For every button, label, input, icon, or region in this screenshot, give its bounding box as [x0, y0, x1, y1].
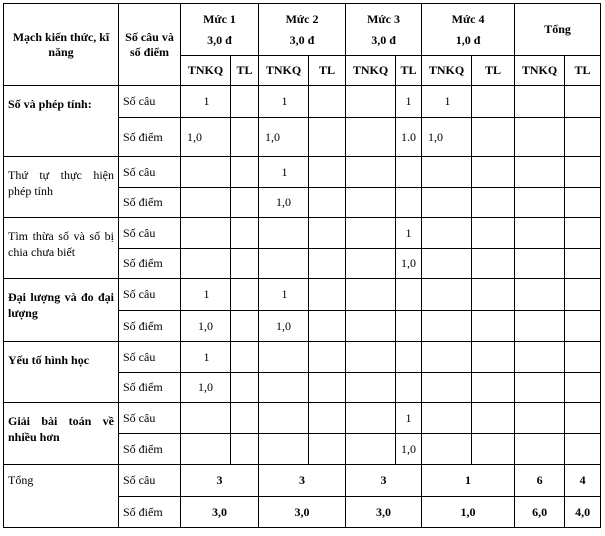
cell-so-diem-level-2-tnkq: [259, 434, 309, 465]
cell-so-cau-level-2-tl: [309, 403, 346, 434]
cell-so-diem-total-tnkq: [515, 118, 565, 157]
cell-so-cau-level-3-tnkq: [346, 279, 396, 311]
cell-so-cau-level-1-tnkq: 1: [181, 86, 231, 118]
header-level-1: Mức 1 3,0 đ: [181, 4, 259, 56]
topic-row-so-cau: [4, 218, 601, 249]
cell-so-cau-level-3-tnkq: [346, 218, 396, 249]
cell-so-cau-level-4-tl: [472, 403, 515, 434]
total-so-diem-level-4: 1,0: [422, 497, 515, 528]
total-so-cau-level-2: 3: [259, 465, 346, 497]
row-label-so-diem: Số điểm: [119, 249, 181, 279]
row-label-so-diem: Số điểm: [119, 188, 181, 218]
cell-so-cau-level-2-tnkq: 1: [259, 86, 309, 118]
cell-so-diem-level-4-tl: [472, 434, 515, 465]
cell-so-diem-level-3-tl: [396, 373, 422, 403]
cell-so-cau-level-1-tl: [231, 86, 259, 118]
cell-so-diem-total-tl: [565, 434, 601, 465]
cell-so-diem-level-4-tnkq: [422, 249, 472, 279]
cell-so-diem-level-2-tl: [309, 373, 346, 403]
topic-row-so-cau: [4, 86, 601, 118]
total-so-cau-tl: 4: [565, 465, 601, 497]
cell-so-diem-level-3-tl: 1,0: [396, 249, 422, 279]
cell-so-cau-total-tl: [565, 157, 601, 188]
topic-row-so-cau: [4, 279, 601, 311]
cell-so-cau-level-3-tl: 1: [396, 218, 422, 249]
cell-so-diem-level-1-tnkq: 1,0: [181, 373, 231, 403]
topic-row-so-cau: [4, 403, 601, 434]
cell-so-diem-level-1-tnkq: [181, 188, 231, 218]
cell-so-cau-level-4-tl: [472, 279, 515, 311]
cell-so-cau-level-1-tnkq: [181, 157, 231, 188]
sub-tl: TL: [396, 56, 422, 86]
cell-so-diem-level-1-tl: [231, 373, 259, 403]
cell-so-cau-total-tnkq: [515, 86, 565, 118]
total-so-diem-level-2: 3,0: [259, 497, 346, 528]
total-so-cau-level-1: 3: [181, 465, 259, 497]
cell-so-diem-total-tnkq: [515, 373, 565, 403]
topic-name: Thứ tự thực hiện phép tính: [4, 157, 119, 218]
total-so-cau-level-3: 3: [346, 465, 422, 497]
cell-so-cau-level-4-tnkq: 1: [422, 86, 472, 118]
row-label-so-cau: Số câu: [119, 86, 181, 118]
cell-so-cau-level-3-tnkq: [346, 157, 396, 188]
cell-so-diem-level-3-tnkq: [346, 373, 396, 403]
cell-so-diem-level-1-tnkq: [181, 434, 231, 465]
cell-so-cau-level-2-tl: [309, 342, 346, 373]
cell-so-cau-total-tl: [565, 86, 601, 118]
cell-so-diem-level-1-tl: [231, 249, 259, 279]
header-level-3: Mức 3 3,0 đ: [346, 4, 422, 56]
cell-so-cau-level-2-tl: [309, 279, 346, 311]
sub-tl: TL: [309, 56, 346, 86]
cell-so-cau-level-3-tl: [396, 279, 422, 311]
header-count-score: Số câu và số điểm: [119, 4, 181, 86]
cell-so-cau-level-1-tl: [231, 279, 259, 311]
sub-tl: TL: [472, 56, 515, 86]
cell-so-cau-total-tl: [565, 403, 601, 434]
cell-so-diem-level-1-tnkq: [181, 249, 231, 279]
cell-so-diem-level-2-tnkq: [259, 249, 309, 279]
cell-so-diem-total-tl: [565, 188, 601, 218]
cell-so-cau-level-1-tl: [231, 218, 259, 249]
sub-tnkq: TNKQ: [181, 56, 231, 86]
cell-so-diem-level-1-tnkq: 1,0: [181, 311, 231, 342]
cell-so-cau-level-4-tnkq: [422, 157, 472, 188]
cell-so-cau-level-1-tnkq: 1: [181, 342, 231, 373]
header-level-4: Mức 4 1,0 đ: [422, 4, 515, 56]
cell-so-diem-level-3-tnkq: [346, 311, 396, 342]
total-so-cau-level-4: 1: [422, 465, 515, 497]
cell-so-diem-total-tl: [565, 373, 601, 403]
cell-so-diem-level-4-tnkq: [422, 311, 472, 342]
row-label-so-diem: Số điểm: [119, 497, 181, 528]
topic-name: Yếu tố hình học: [4, 342, 119, 403]
total-label: Tổng: [4, 465, 119, 528]
cell-so-diem-level-2-tl: [309, 188, 346, 218]
cell-so-diem-total-tnkq: [515, 434, 565, 465]
sub-tl: TL: [231, 56, 259, 86]
cell-so-diem-total-tnkq: [515, 249, 565, 279]
total-so-diem-level-1: 3,0: [181, 497, 259, 528]
cell-so-cau-level-2-tl: [309, 157, 346, 188]
topic-name: Giải bài toán về nhiều hơn: [4, 403, 119, 465]
cell-so-cau-level-3-tl: [396, 342, 422, 373]
cell-so-diem-level-1-tl: [231, 311, 259, 342]
cell-so-cau-level-4-tl: [472, 86, 515, 118]
cell-so-cau-level-4-tl: [472, 342, 515, 373]
cell-so-cau-level-2-tnkq: 1: [259, 279, 309, 311]
row-label-so-cau: Số câu: [119, 403, 181, 434]
total-so-diem-tl: 4,0: [565, 497, 601, 528]
cell-so-diem-total-tl: [565, 118, 601, 157]
cell-so-cau-level-1-tl: [231, 342, 259, 373]
cell-so-diem-total-tnkq: [515, 311, 565, 342]
cell-so-diem-level-1-tl: [231, 118, 259, 157]
cell-so-cau-total-tnkq: [515, 157, 565, 188]
row-label-so-diem: Số điểm: [119, 118, 181, 157]
cell-so-diem-level-4-tnkq: [422, 373, 472, 403]
header-topic: Mạch kiến thức, kĩ năng: [4, 4, 119, 86]
cell-so-diem-level-3-tnkq: [346, 249, 396, 279]
cell-so-diem-total-tnkq: [515, 188, 565, 218]
cell-so-cau-level-1-tnkq: [181, 403, 231, 434]
sub-tl: TL: [565, 56, 601, 86]
cell-so-diem-level-2-tnkq: 1,0: [259, 118, 309, 157]
total-so-diem-tnkq: 6,0: [515, 497, 565, 528]
cell-so-cau-total-tnkq: [515, 218, 565, 249]
cell-so-cau-level-2-tl: [309, 86, 346, 118]
matrix-table: [3, 3, 601, 528]
cell-so-cau-total-tl: [565, 342, 601, 373]
cell-so-diem-level-4-tl: [472, 188, 515, 218]
cell-so-diem-level-2-tl: [309, 118, 346, 157]
cell-so-diem-level-1-tnkq: 1,0: [181, 118, 231, 157]
cell-so-diem-level-4-tnkq: 1,0: [422, 118, 472, 157]
cell-so-diem-total-tl: [565, 311, 601, 342]
cell-so-diem-level-2-tnkq: 1,0: [259, 188, 309, 218]
cell-so-cau-level-1-tl: [231, 157, 259, 188]
cell-so-diem-level-3-tnkq: [346, 188, 396, 218]
cell-so-diem-level-4-tl: [472, 373, 515, 403]
topic-name: Đại lượng và đo đại lượng: [4, 279, 119, 342]
cell-so-diem-level-3-tl: 1.0: [396, 118, 422, 157]
cell-so-diem-level-2-tl: [309, 311, 346, 342]
cell-so-cau-level-3-tl: [396, 157, 422, 188]
topic-name: Số và phép tính:: [4, 86, 119, 157]
cell-so-cau-total-tnkq: [515, 342, 565, 373]
row-label-so-diem: Số điểm: [119, 434, 181, 465]
topic-row-so-cau: [4, 342, 601, 373]
cell-so-diem-level-1-tl: [231, 434, 259, 465]
sub-tnkq: TNKQ: [515, 56, 565, 86]
cell-so-cau-level-3-tnkq: [346, 342, 396, 373]
cell-so-diem-level-2-tl: [309, 249, 346, 279]
row-label-so-cau: Số câu: [119, 279, 181, 311]
cell-so-cau-level-3-tnkq: [346, 86, 396, 118]
row-label-so-cau: Số câu: [119, 218, 181, 249]
row-label-so-cau: Số câu: [119, 157, 181, 188]
cell-so-cau-total-tnkq: [515, 403, 565, 434]
cell-so-cau-total-tl: [565, 218, 601, 249]
cell-so-diem-level-2-tl: [309, 434, 346, 465]
cell-so-cau-level-1-tnkq: 1: [181, 279, 231, 311]
sub-tnkq: TNKQ: [346, 56, 396, 86]
row-label-so-cau: Số câu: [119, 465, 181, 497]
cell-so-cau-level-1-tnkq: [181, 218, 231, 249]
cell-so-diem-level-3-tnkq: [346, 434, 396, 465]
cell-so-cau-level-4-tnkq: [422, 403, 472, 434]
cell-so-cau-level-2-tnkq: [259, 342, 309, 373]
cell-so-cau-level-2-tl: [309, 218, 346, 249]
cell-so-cau-level-4-tnkq: [422, 342, 472, 373]
cell-so-cau-level-4-tl: [472, 157, 515, 188]
cell-so-cau-level-3-tl: 1: [396, 403, 422, 434]
total-so-diem-level-3: 3,0: [346, 497, 422, 528]
cell-so-diem-level-1-tl: [231, 188, 259, 218]
cell-so-cau-level-4-tnkq: [422, 218, 472, 249]
cell-so-diem-level-3-tl: [396, 188, 422, 218]
total-so-cau-tnkq: 6: [515, 465, 565, 497]
total-row-so-cau: [4, 465, 601, 497]
cell-so-diem-level-4-tnkq: [422, 188, 472, 218]
cell-so-cau-level-2-tnkq: 1: [259, 157, 309, 188]
row-label-so-diem: Số điểm: [119, 373, 181, 403]
cell-so-cau-level-3-tnkq: [346, 403, 396, 434]
cell-so-cau-level-2-tnkq: [259, 403, 309, 434]
cell-so-diem-total-tl: [565, 249, 601, 279]
cell-so-cau-total-tnkq: [515, 279, 565, 311]
cell-so-diem-level-3-tl: 1,0: [396, 434, 422, 465]
header-level-2: Mức 2 3,0 đ: [259, 4, 346, 56]
row-label-so-cau: Số câu: [119, 342, 181, 373]
topic-row-so-cau: [4, 157, 601, 188]
cell-so-diem-level-4-tl: [472, 311, 515, 342]
cell-so-diem-level-2-tnkq: 1,0: [259, 311, 309, 342]
cell-so-diem-level-4-tl: [472, 249, 515, 279]
cell-so-cau-level-4-tl: [472, 218, 515, 249]
cell-so-diem-level-4-tnkq: [422, 434, 472, 465]
cell-so-cau-level-4-tnkq: [422, 279, 472, 311]
sub-tnkq: TNKQ: [259, 56, 309, 86]
sub-tnkq: TNKQ: [422, 56, 472, 86]
cell-so-diem-level-3-tnkq: [346, 118, 396, 157]
cell-so-cau-level-1-tl: [231, 403, 259, 434]
cell-so-cau-level-3-tl: 1: [396, 86, 422, 118]
cell-so-cau-level-2-tnkq: [259, 218, 309, 249]
topic-name: Tìm thừa số và số bị chia chưa biết: [4, 218, 119, 279]
header-total: Tổng: [515, 4, 601, 56]
topic-rows: [4, 86, 601, 465]
cell-so-diem-level-3-tl: [396, 311, 422, 342]
cell-so-diem-level-2-tnkq: [259, 373, 309, 403]
row-label-so-diem: Số điểm: [119, 311, 181, 342]
cell-so-diem-level-4-tl: [472, 118, 515, 157]
cell-so-cau-total-tl: [565, 279, 601, 311]
